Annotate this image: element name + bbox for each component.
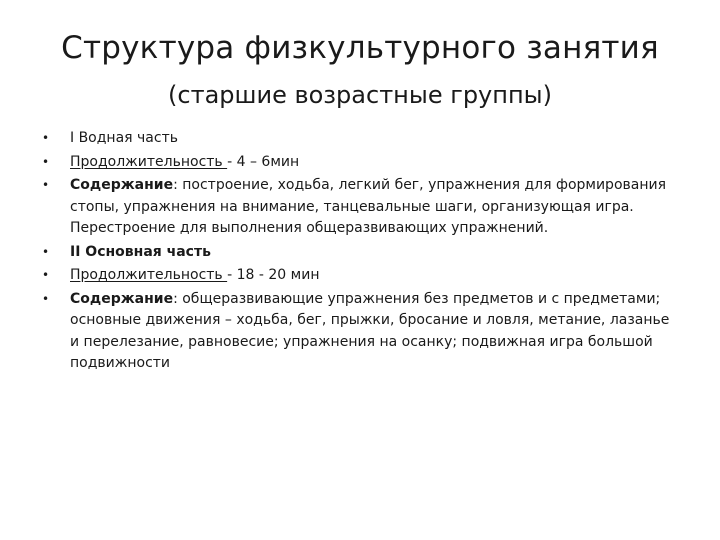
content-text: : общеразвивающие упражнения без предметов и с предметами; основные движения – ходьба, бег, прыжки, бросание и ловля, метание, лазанье и перелезание, равновесие; упражнения на осанку; подвижная игра большой подвижности [70, 290, 670, 371]
slide-title: Структура физкультурного занятия [61, 30, 659, 66]
list-item-intro-duration [42, 152, 682, 174]
duration-label: Продолжительность [70, 153, 228, 170]
list-item-intro-content [42, 175, 682, 240]
bullet-icon: • [42, 131, 50, 145]
content-label: Содержание [70, 290, 174, 307]
duration-value: - 4 – 6мин [227, 153, 300, 170]
duration-value: - 18 - 20 мин [227, 267, 320, 283]
bullet-icon: • [42, 268, 50, 282]
bullet-icon: • [42, 154, 50, 169]
bullet-icon: • [42, 244, 50, 259]
title-block [0, 28, 720, 112]
content-label: Содержание [70, 177, 174, 193]
content-text: : построение, ходьба, легкий бег, упражнения для формирования стопы, упражнения на внимание, танцевальные шаги, организующая игра. Перестроение для выполнения общеразвивающих упражнений. [70, 177, 667, 236]
main-part-heading: II Основная часть [70, 243, 211, 260]
list-item-main-part [42, 242, 682, 264]
slide-subtitle: (старшие возрастные группы) [168, 81, 552, 109]
list-item-main-content [42, 289, 682, 375]
list-item-intro-part [42, 128, 682, 150]
duration-label: Продолжительность [70, 267, 228, 283]
bullet-list [42, 128, 682, 377]
list-item-main-duration [42, 265, 682, 287]
intro-part-heading: I Водная часть [70, 130, 178, 146]
bullet-icon: • [42, 291, 50, 306]
bullet-icon: • [42, 178, 50, 192]
